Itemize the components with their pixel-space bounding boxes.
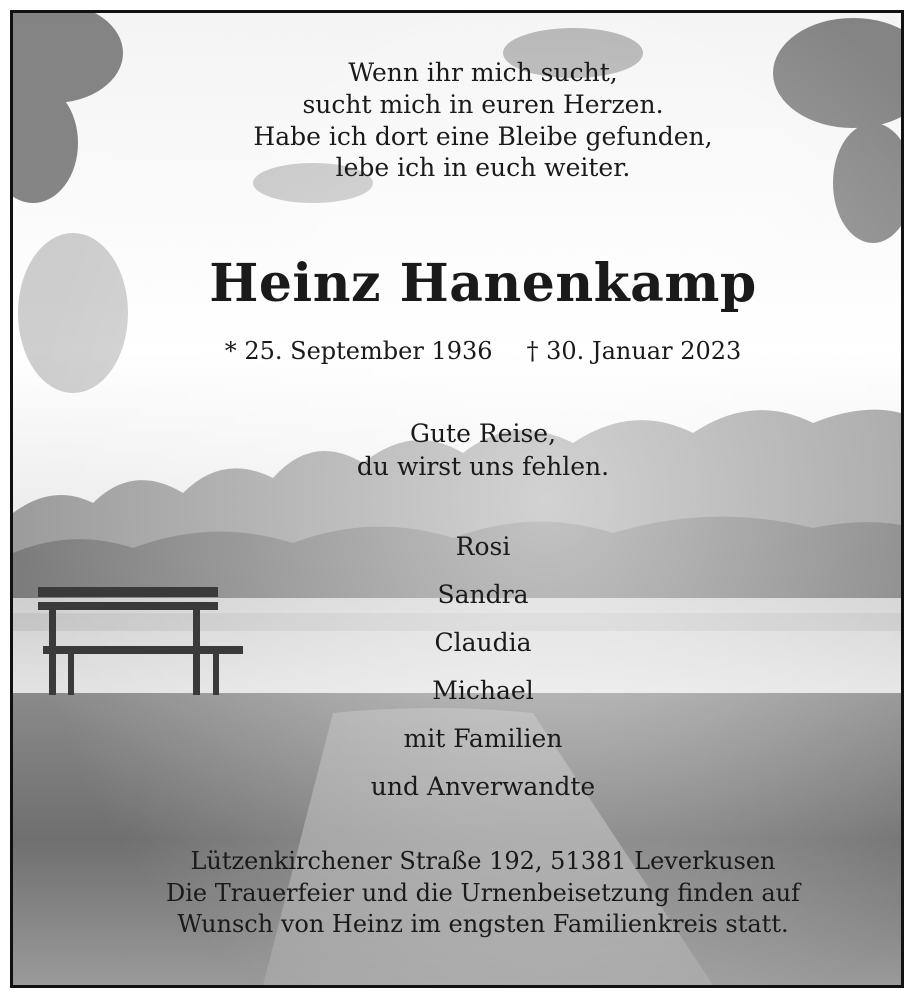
poem	[93, 57, 873, 184]
life-dates	[133, 337, 833, 365]
farewell-text	[133, 417, 833, 484]
mourner: mit Familien	[403, 724, 563, 753]
farewell-line: Gute Reise,	[409, 419, 557, 448]
mourners-list	[133, 523, 833, 811]
deceased-name: Heinz Hanenkamp	[209, 253, 757, 314]
farewell-line: du wirst uns fehlen.	[356, 452, 610, 482]
address-line: Lützenkirchener Straße 192, 51381 Leverkusen	[190, 847, 776, 875]
footer-notice	[93, 846, 873, 941]
mourner: Sandra	[437, 580, 529, 609]
poem-line: lebe ich in euch weiter.	[335, 153, 631, 183]
obituary-frame	[10, 10, 904, 988]
mourner: Michael	[432, 676, 534, 705]
poem-line: Wenn ihr mich sucht,	[348, 58, 618, 87]
mourner: und Anverwandte	[370, 772, 596, 801]
death-date: † 30. Januar 2023	[526, 337, 742, 365]
notice-line: Die Trauerfeier und die Urnenbeisetzung finden auf	[165, 878, 801, 907]
mourner: Claudia	[434, 628, 532, 657]
poem-line: Habe ich dort eine Bleibe gefunden,	[253, 121, 713, 151]
mourner: Rosi	[455, 532, 511, 561]
birth-date: * 25. September 1936	[224, 337, 493, 365]
poem-line: sucht mich in euren Herzen.	[302, 89, 664, 119]
notice-line: Wunsch von Heinz im engsten Familienkreis statt.	[177, 910, 789, 939]
